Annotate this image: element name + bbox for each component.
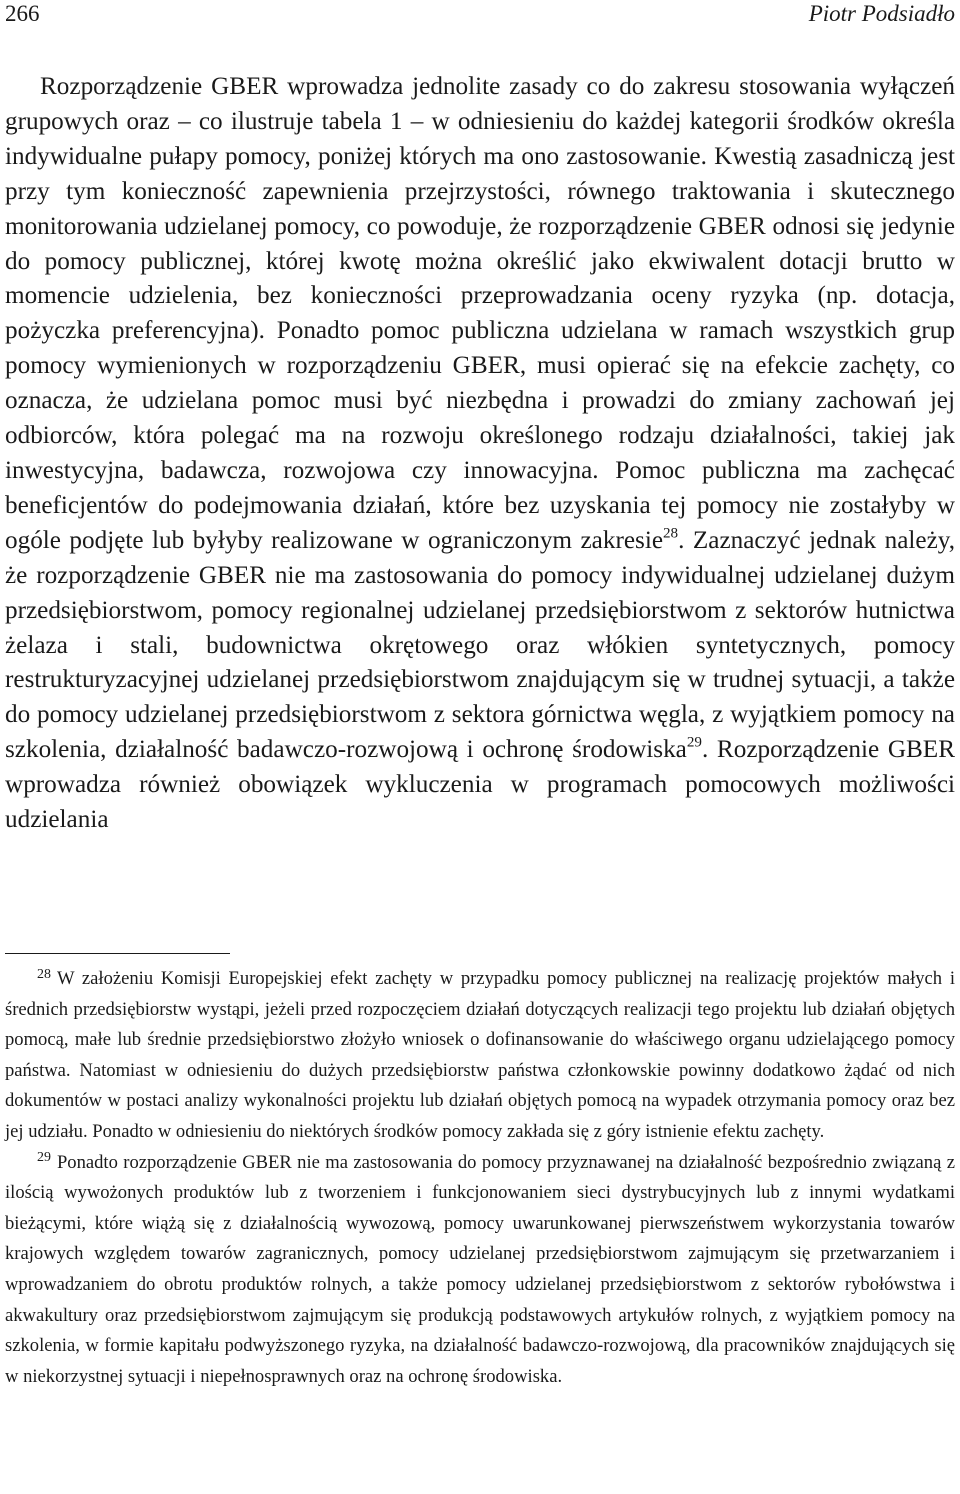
footnote-text: W założeniu Komisji Europejskiej efekt zachęty w przypadku pomocy publicznej na realizację projektów małych i średnich przedsiębiorstw wystąpi, jeżeli przed rozpoczęciem działań dotyczących realizacji tego projektu lub działań objętych pomocą, małe lub średnie przedsiębiorstwo złożyło wniosek o dofinansowanie do właściwego organu udzielającego pomocy państwa. Natomiast w odniesieniu do dużych przedsiębiorstw państwa członkowskie powinny dodatkowo żądać od nich dokumentów w postaci analizy wykonalności projektu lub działań objętych pomocą na wypadek otrzymania pomocy oraz bez jej udziału. Ponadto w odniesieniu do niektórych środków pomocy zakłada się z góry istnienie efektu zachęty. [5, 968, 955, 1142]
running-head [5, 0, 955, 32]
footnotes-section [5, 964, 955, 1392]
footnote-28: 28 W założeniu Komisji Europejskiej efekt zachęty w przypadku pomocy publicznej na realizację projektów małych i średnich przedsiębiorstw wystąpi, jeżeli przed rozpoczęciem działań dotyczących realizacji tego projektu lub działań objętych pomocą, małe lub średnie przedsiębiorstwo złożyło wniosek o dofinansowanie do właściwego organu udzielającego pomocy państwa. Natomiast w odniesieniu do dużych przedsiębiorstw państwa członkowskie powinny dodatkowo żądać od nich dokumentów w postaci analizy wykonalności projektu lub działań objętych pomocą na wypadek otrzymania pomocy oraz bez jej udziału. Ponadto w odniesieniu do niektórych środków pomocy zakłada się z góry istnienie efektu zachęty. [5, 966, 955, 1142]
footnote-ref-28: 28 [663, 525, 679, 542]
running-head-author: Piotr Podsiadło [808, 1, 955, 26]
page-number: 266 [5, 1, 40, 26]
footnote-separator [5, 953, 230, 954]
footnote-29: 29 Ponadto rozporządzenie GBER nie ma zastosowania do pomocy przyznawanej na działalność bezpośrednio związaną z ilością wywożonych produktów lub z tworzeniem i funkcjonowaniem sieci dystrybucyjnych lub z innymi wydatkami bieżącymi, które wiążą się z działalnością wywozową, pomocy uwarunkowanej pierwszeństwem wykorzystania towarów krajowych względem towarów zagranicznych, pomocy udzielanej przedsiębiorstwom zajmującym się przetwarzaniem i wprowadzaniem do obrotu produktów rolnych, a także pomocy udzielanej przedsiębiorstwom z sektorów rybołówstwa i akwakultury oraz przedsiębiorstwom zajmującym się produkcją podstawowych artykułów rolnych, z wyjątkiem pomocy na szkolenia, w formie kapitału podwyższonego ryzyka, na działalność badawczo-rozwojową, dla pracowników znajdujących się w niekorzystnej sytuacji i niepełnosprawnych oraz na ochronę środowiska. [5, 1150, 955, 1387]
paragraph-text-part-1: Rozporządzenie GBER wprowadza jednolite zasady co do zakresu stosowania wyłączeń grupowych oraz – co ilustruje tabela 1 – w odniesieniu do każdej kategorii środków określa indywidualne pułapy pomocy, poniżej których ma ono zastosowanie. Kwestią zasadniczą jest przy tym konieczność zapewnienia przejrzystości, równego traktowania i skutecznego monitorowania udzielanej pomocy, co powoduje, że rozporządzenie GBER odnosi się jedynie do pomocy publicznej, której kwotę można określić jako ekwiwalent dotacji brutto w momencie udzielenia, bez konieczności przeprowadzania oceny ryzyka (np. dotacja, pożyczka preferencyjna). Ponadto pomoc publiczna udzielana w ramach wszystkich grup pomocy wymienionych w rozporządzeniu GBER, musi opierać się na efekcie zachęty, co oznacza, że udzielana pomoc musi być niezbędna i prowadzi do zmiany zachowań jej odbiorców, która polegać ma na rozwoju określonego rodzaju działalności, takiej jak inwestycyjna, badawcza, rozwojowa czy innowacyjna. Pomoc publiczna ma zachęcać beneficjentów do podejmowania działań, które bez uzyskania tej pomocy nie zostałyby w ogóle podjęte lub byłyby realizowane w ograniczonym zakresie [5, 73, 955, 554]
paragraph-text-part-3: . Rozporządzenie GBER wprowadza również obowiązek wykluczenia w programach pomocowych możliwości udzielania [5, 736, 955, 834]
main-paragraph [5, 70, 955, 838]
paragraph-text-part-2: . Zaznaczyć jednak należy, że rozporządzenie GBER nie ma zastosowania do pomocy indywidualnej udzielanej dużym przedsiębiorstwom, pomocy regionalnej udzielanej przedsiębiorstwom z sektorów hutnictwa żelaza i stali, budownictwa okrętowego oraz włókien syntetycznych, pomocy restrukturyzacyjnej udzielanej przedsiębiorstwom znajdującym się w trudnej sytuacji, a także do pomocy udzielanej przedsiębiorstwom z sektora górnictwa węgla, z wyjątkiem pomocy na szkolenia, działalność badawczo-rozwojową i ochronę środowiska [5, 526, 956, 764]
footnote-text: Ponadto rozporządzenie GBER nie ma zastosowania do pomocy przyznawanej na działalność bezpośrednio związaną z ilością wywożonych produktów lub z tworzeniem i funkcjonowaniem sieci dystrybucyjnych lub z innymi wydatkami bieżącymi, które wiążą się z działalnością wywozową, pomocy uwarunkowanej pierwszeństwem wykorzystania towarów krajowych względem towarów zagranicznych, pomocy udzielanej przedsiębiorstwom zajmującym się przetwarzaniem i wprowadzaniem do obrotu produktów rolnych, a także pomocy udzielanej przedsiębiorstwom z sektorów rybołówstwa i akwakultury oraz przedsiębiorstwom zajmującym się produkcją podstawowych artykułów rolnych, z wyjątkiem pomocy na szkolenia, w formie kapitału podwyższonego ryzyka, na działalność badawczo-rozwojową, dla pracowników znajdujących się w niekorzystnej sytuacji i niepełnosprawnych oraz na ochronę środowiska. [5, 1151, 955, 1387]
footnote-ref-29: 29 [686, 734, 702, 751]
